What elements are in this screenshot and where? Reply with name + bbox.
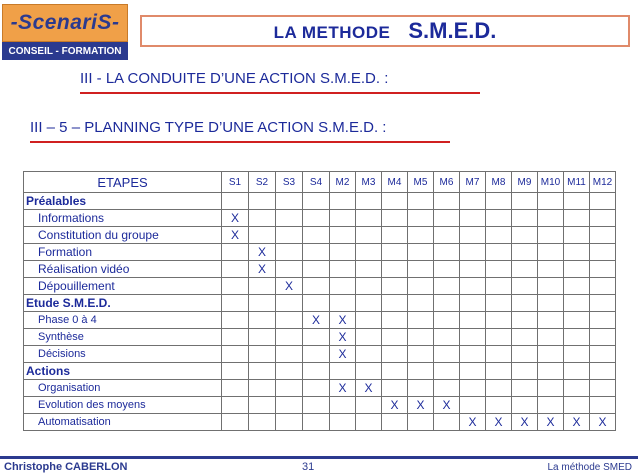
footer-doc-title: La méthode SMED [547, 462, 632, 473]
schedule-cell [303, 193, 330, 210]
table-row [24, 329, 616, 346]
schedule-cell [303, 329, 330, 346]
schedule-cell [434, 363, 460, 380]
column-header: M2 [330, 172, 356, 193]
category-label: Préalables [24, 193, 222, 210]
schedule-cell [408, 363, 434, 380]
schedule-cell [382, 312, 408, 329]
schedule-cell [382, 295, 408, 312]
schedule-cell [434, 227, 460, 244]
table-row [24, 346, 616, 363]
schedule-cell [434, 380, 460, 397]
table-row [24, 227, 616, 244]
schedule-cell [382, 363, 408, 380]
schedule-cell [276, 193, 303, 210]
section-heading: III – 5 – PLANNING TYPE D’UNE ACTION S.M.E.D. : [30, 119, 387, 136]
schedule-cell [276, 363, 303, 380]
footer-page-number: 31 [302, 461, 315, 473]
schedule-cell [486, 346, 512, 363]
schedule-cell [356, 363, 382, 380]
schedule-cell [512, 329, 538, 346]
schedule-cell [538, 244, 564, 261]
logo-name-band [2, 4, 128, 42]
schedule-mark: X [330, 329, 356, 346]
schedule-cell [434, 329, 460, 346]
schedule-cell [434, 346, 460, 363]
schedule-cell [330, 244, 356, 261]
logo [2, 4, 128, 62]
table-row [24, 244, 616, 261]
schedule-cell [276, 210, 303, 227]
schedule-cell [434, 210, 460, 227]
schedule-cell [460, 329, 486, 346]
category-row [24, 295, 616, 312]
step-label: Automatisation [24, 414, 222, 431]
schedule-cell [512, 227, 538, 244]
column-header: S4 [303, 172, 330, 193]
schedule-cell [222, 329, 249, 346]
schedule-cell [303, 363, 330, 380]
schedule-mark: X [249, 244, 276, 261]
schedule-cell [330, 414, 356, 431]
schedule-cell [303, 380, 330, 397]
schedule-cell [590, 278, 616, 295]
table-row [24, 380, 616, 397]
schedule-cell [303, 227, 330, 244]
schedule-cell [538, 346, 564, 363]
schedule-mark: X [408, 397, 434, 414]
schedule-cell [408, 261, 434, 278]
subtitle-underline [80, 92, 480, 94]
schedule-cell [564, 244, 590, 261]
schedule-cell [382, 278, 408, 295]
schedule-cell [249, 329, 276, 346]
schedule-cell [303, 414, 330, 431]
schedule-mark: X [590, 414, 616, 431]
schedule-cell [222, 193, 249, 210]
schedule-cell [382, 346, 408, 363]
schedule-cell [460, 397, 486, 414]
schedule-cell [356, 261, 382, 278]
schedule-cell [486, 227, 512, 244]
column-header: S1 [222, 172, 249, 193]
schedule-cell [486, 210, 512, 227]
step-label: Evolution des moyens [24, 397, 222, 414]
schedule-cell [564, 227, 590, 244]
schedule-cell [408, 346, 434, 363]
schedule-cell [222, 244, 249, 261]
footer-author: Christophe CABERLON [4, 461, 128, 473]
schedule-cell [486, 193, 512, 210]
section-underline [30, 141, 450, 143]
schedule-cell [590, 380, 616, 397]
schedule-mark: X [512, 414, 538, 431]
footer-divider [0, 456, 638, 459]
table-row [24, 278, 616, 295]
category-row [24, 363, 616, 380]
column-header: S2 [249, 172, 276, 193]
schedule-cell [486, 380, 512, 397]
schedule-cell [382, 210, 408, 227]
schedule-cell [408, 414, 434, 431]
logo-tagline-band [2, 42, 128, 60]
schedule-cell [356, 312, 382, 329]
schedule-cell [434, 261, 460, 278]
schedule-cell [276, 227, 303, 244]
schedule-cell [249, 363, 276, 380]
schedule-cell [382, 261, 408, 278]
schedule-mark: X [330, 346, 356, 363]
schedule-cell [512, 363, 538, 380]
schedule-cell [564, 261, 590, 278]
schedule-cell [222, 295, 249, 312]
schedule-cell [303, 278, 330, 295]
schedule-cell [356, 210, 382, 227]
schedule-cell [356, 397, 382, 414]
schedule-cell [434, 278, 460, 295]
schedule-cell [538, 312, 564, 329]
schedule-cell [249, 346, 276, 363]
schedule-cell [249, 397, 276, 414]
schedule-cell [330, 363, 356, 380]
schedule-cell [382, 227, 408, 244]
schedule-cell [222, 414, 249, 431]
schedule-cell [486, 278, 512, 295]
schedule-mark: X [303, 312, 330, 329]
category-label: Etude S.M.E.D. [24, 295, 222, 312]
schedule-cell [486, 397, 512, 414]
schedule-mark: X [330, 380, 356, 397]
schedule-cell [408, 227, 434, 244]
schedule-cell [330, 227, 356, 244]
schedule-cell [460, 227, 486, 244]
schedule-cell [564, 295, 590, 312]
schedule-cell [222, 380, 249, 397]
schedule-cell [460, 380, 486, 397]
step-label: Informations [24, 210, 222, 227]
table-row [24, 414, 616, 431]
schedule-cell [408, 312, 434, 329]
schedule-cell [590, 397, 616, 414]
schedule-mark: X [276, 278, 303, 295]
schedule-cell [276, 397, 303, 414]
schedule-cell [538, 227, 564, 244]
schedule-cell [538, 261, 564, 278]
table-body [24, 193, 616, 431]
schedule-cell [538, 380, 564, 397]
schedule-cell [460, 210, 486, 227]
schedule-cell [564, 278, 590, 295]
step-label: Synthèse [24, 329, 222, 346]
schedule-cell [249, 295, 276, 312]
schedule-cell [564, 363, 590, 380]
schedule-cell [564, 329, 590, 346]
column-header: M3 [356, 172, 382, 193]
table-row [24, 397, 616, 414]
table-row [24, 312, 616, 329]
schedule-cell [590, 295, 616, 312]
schedule-cell [303, 210, 330, 227]
schedule-cell [356, 329, 382, 346]
schedule-mark: X [222, 227, 249, 244]
schedule-cell [303, 295, 330, 312]
schedule-cell [512, 397, 538, 414]
schedule-cell [590, 227, 616, 244]
schedule-cell [590, 244, 616, 261]
step-label: Dépouillement [24, 278, 222, 295]
schedule-cell [512, 312, 538, 329]
schedule-mark: X [330, 312, 356, 329]
schedule-cell [276, 295, 303, 312]
schedule-mark: X [460, 414, 486, 431]
schedule-cell [382, 193, 408, 210]
schedule-cell [512, 244, 538, 261]
schedule-cell [512, 380, 538, 397]
schedule-cell [276, 380, 303, 397]
logo-name: -ScenariS- [10, 11, 120, 34]
schedule-cell [382, 414, 408, 431]
schedule-cell [330, 261, 356, 278]
column-header: M7 [460, 172, 486, 193]
schedule-mark: X [222, 210, 249, 227]
step-label: Décisions [24, 346, 222, 363]
schedule-cell [460, 363, 486, 380]
step-label: Constitution du groupe [24, 227, 222, 244]
schedule-mark: X [356, 380, 382, 397]
schedule-cell [276, 312, 303, 329]
step-label: Phase 0 à 4 [24, 312, 222, 329]
schedule-cell [512, 278, 538, 295]
schedule-cell [356, 295, 382, 312]
schedule-cell [222, 346, 249, 363]
schedule-cell [512, 210, 538, 227]
category-label: Actions [24, 363, 222, 380]
column-header: M12 [590, 172, 616, 193]
schedule-cell [249, 380, 276, 397]
schedule-cell [356, 278, 382, 295]
schedule-cell [486, 261, 512, 278]
schedule-cell [356, 244, 382, 261]
schedule-mark: X [434, 397, 460, 414]
schedule-cell [460, 295, 486, 312]
schedule-cell [249, 193, 276, 210]
schedule-cell [276, 414, 303, 431]
schedule-cell [512, 295, 538, 312]
column-header: M11 [564, 172, 590, 193]
schedule-cell [590, 329, 616, 346]
schedule-cell [303, 261, 330, 278]
schedule-cell [538, 329, 564, 346]
schedule-cell [434, 414, 460, 431]
table-row [24, 210, 616, 227]
schedule-cell [538, 278, 564, 295]
schedule-cell [538, 363, 564, 380]
schedule-cell [356, 227, 382, 244]
schedule-cell [538, 210, 564, 227]
schedule-cell [356, 193, 382, 210]
subtitle: III - LA CONDUITE D’UNE ACTION S.M.E.D. : [80, 70, 389, 87]
schedule-cell [222, 312, 249, 329]
schedule-cell [590, 312, 616, 329]
schedule-cell [408, 380, 434, 397]
schedule-cell [222, 278, 249, 295]
column-header: M10 [538, 172, 564, 193]
page-title-part2: S.M.E.D. [408, 18, 497, 43]
schedule-mark: X [538, 414, 564, 431]
schedule-cell [590, 363, 616, 380]
schedule-cell [434, 193, 460, 210]
schedule-cell [486, 363, 512, 380]
schedule-cell [222, 397, 249, 414]
schedule-cell [434, 295, 460, 312]
schedule-cell [512, 346, 538, 363]
schedule-cell [303, 244, 330, 261]
schedule-cell [486, 295, 512, 312]
schedule-cell [276, 329, 303, 346]
schedule-cell [382, 244, 408, 261]
schedule-cell [564, 193, 590, 210]
schedule-cell [512, 261, 538, 278]
schedule-cell [538, 295, 564, 312]
schedule-cell [460, 244, 486, 261]
planning-table [23, 171, 616, 431]
logo-tagline: CONSEIL - FORMATION [8, 45, 122, 57]
schedule-cell [356, 346, 382, 363]
column-header: M5 [408, 172, 434, 193]
schedule-cell [222, 363, 249, 380]
schedule-cell [564, 397, 590, 414]
schedule-cell [486, 312, 512, 329]
column-header: M6 [434, 172, 460, 193]
schedule-cell [590, 346, 616, 363]
schedule-cell [330, 295, 356, 312]
step-label: Formation [24, 244, 222, 261]
schedule-cell [538, 193, 564, 210]
schedule-mark: X [249, 261, 276, 278]
column-header: M8 [486, 172, 512, 193]
schedule-cell [590, 261, 616, 278]
schedule-cell [460, 312, 486, 329]
schedule-cell [222, 261, 249, 278]
schedule-cell [460, 278, 486, 295]
schedule-cell [303, 346, 330, 363]
schedule-cell [564, 210, 590, 227]
schedule-cell [408, 210, 434, 227]
schedule-cell [590, 210, 616, 227]
step-label: Réalisation vidéo [24, 261, 222, 278]
schedule-cell [434, 244, 460, 261]
schedule-cell [303, 397, 330, 414]
column-header: S3 [276, 172, 303, 193]
schedule-cell [408, 193, 434, 210]
schedule-cell [330, 397, 356, 414]
table-row [24, 261, 616, 278]
schedule-cell [330, 278, 356, 295]
category-row [24, 193, 616, 210]
table-header-row [24, 172, 616, 193]
schedule-cell [564, 312, 590, 329]
column-header: M9 [512, 172, 538, 193]
schedule-mark: X [382, 397, 408, 414]
schedule-cell [249, 312, 276, 329]
schedule-cell [276, 261, 303, 278]
schedule-cell [486, 329, 512, 346]
schedule-cell [408, 295, 434, 312]
schedule-cell [249, 227, 276, 244]
schedule-cell [356, 414, 382, 431]
schedule-cell [382, 380, 408, 397]
page-title-part1: LA METHODE [273, 23, 391, 42]
schedule-cell [382, 329, 408, 346]
column-header: M4 [382, 172, 408, 193]
schedule-cell [564, 346, 590, 363]
etapes-header: ETAPES [24, 172, 222, 193]
schedule-cell [408, 329, 434, 346]
schedule-cell [276, 346, 303, 363]
schedule-cell [564, 380, 590, 397]
schedule-cell [460, 346, 486, 363]
schedule-cell [249, 414, 276, 431]
schedule-cell [460, 193, 486, 210]
schedule-cell [538, 397, 564, 414]
schedule-cell [486, 244, 512, 261]
schedule-mark: X [486, 414, 512, 431]
schedule-cell [330, 193, 356, 210]
schedule-cell [512, 193, 538, 210]
schedule-cell [460, 261, 486, 278]
schedule-cell [408, 278, 434, 295]
schedule-cell [249, 210, 276, 227]
schedule-cell [408, 244, 434, 261]
schedule-mark: X [564, 414, 590, 431]
schedule-cell [590, 193, 616, 210]
schedule-cell [276, 244, 303, 261]
schedule-cell [434, 312, 460, 329]
page-title [140, 15, 630, 47]
step-label: Organisation [24, 380, 222, 397]
schedule-cell [330, 210, 356, 227]
schedule-cell [249, 278, 276, 295]
